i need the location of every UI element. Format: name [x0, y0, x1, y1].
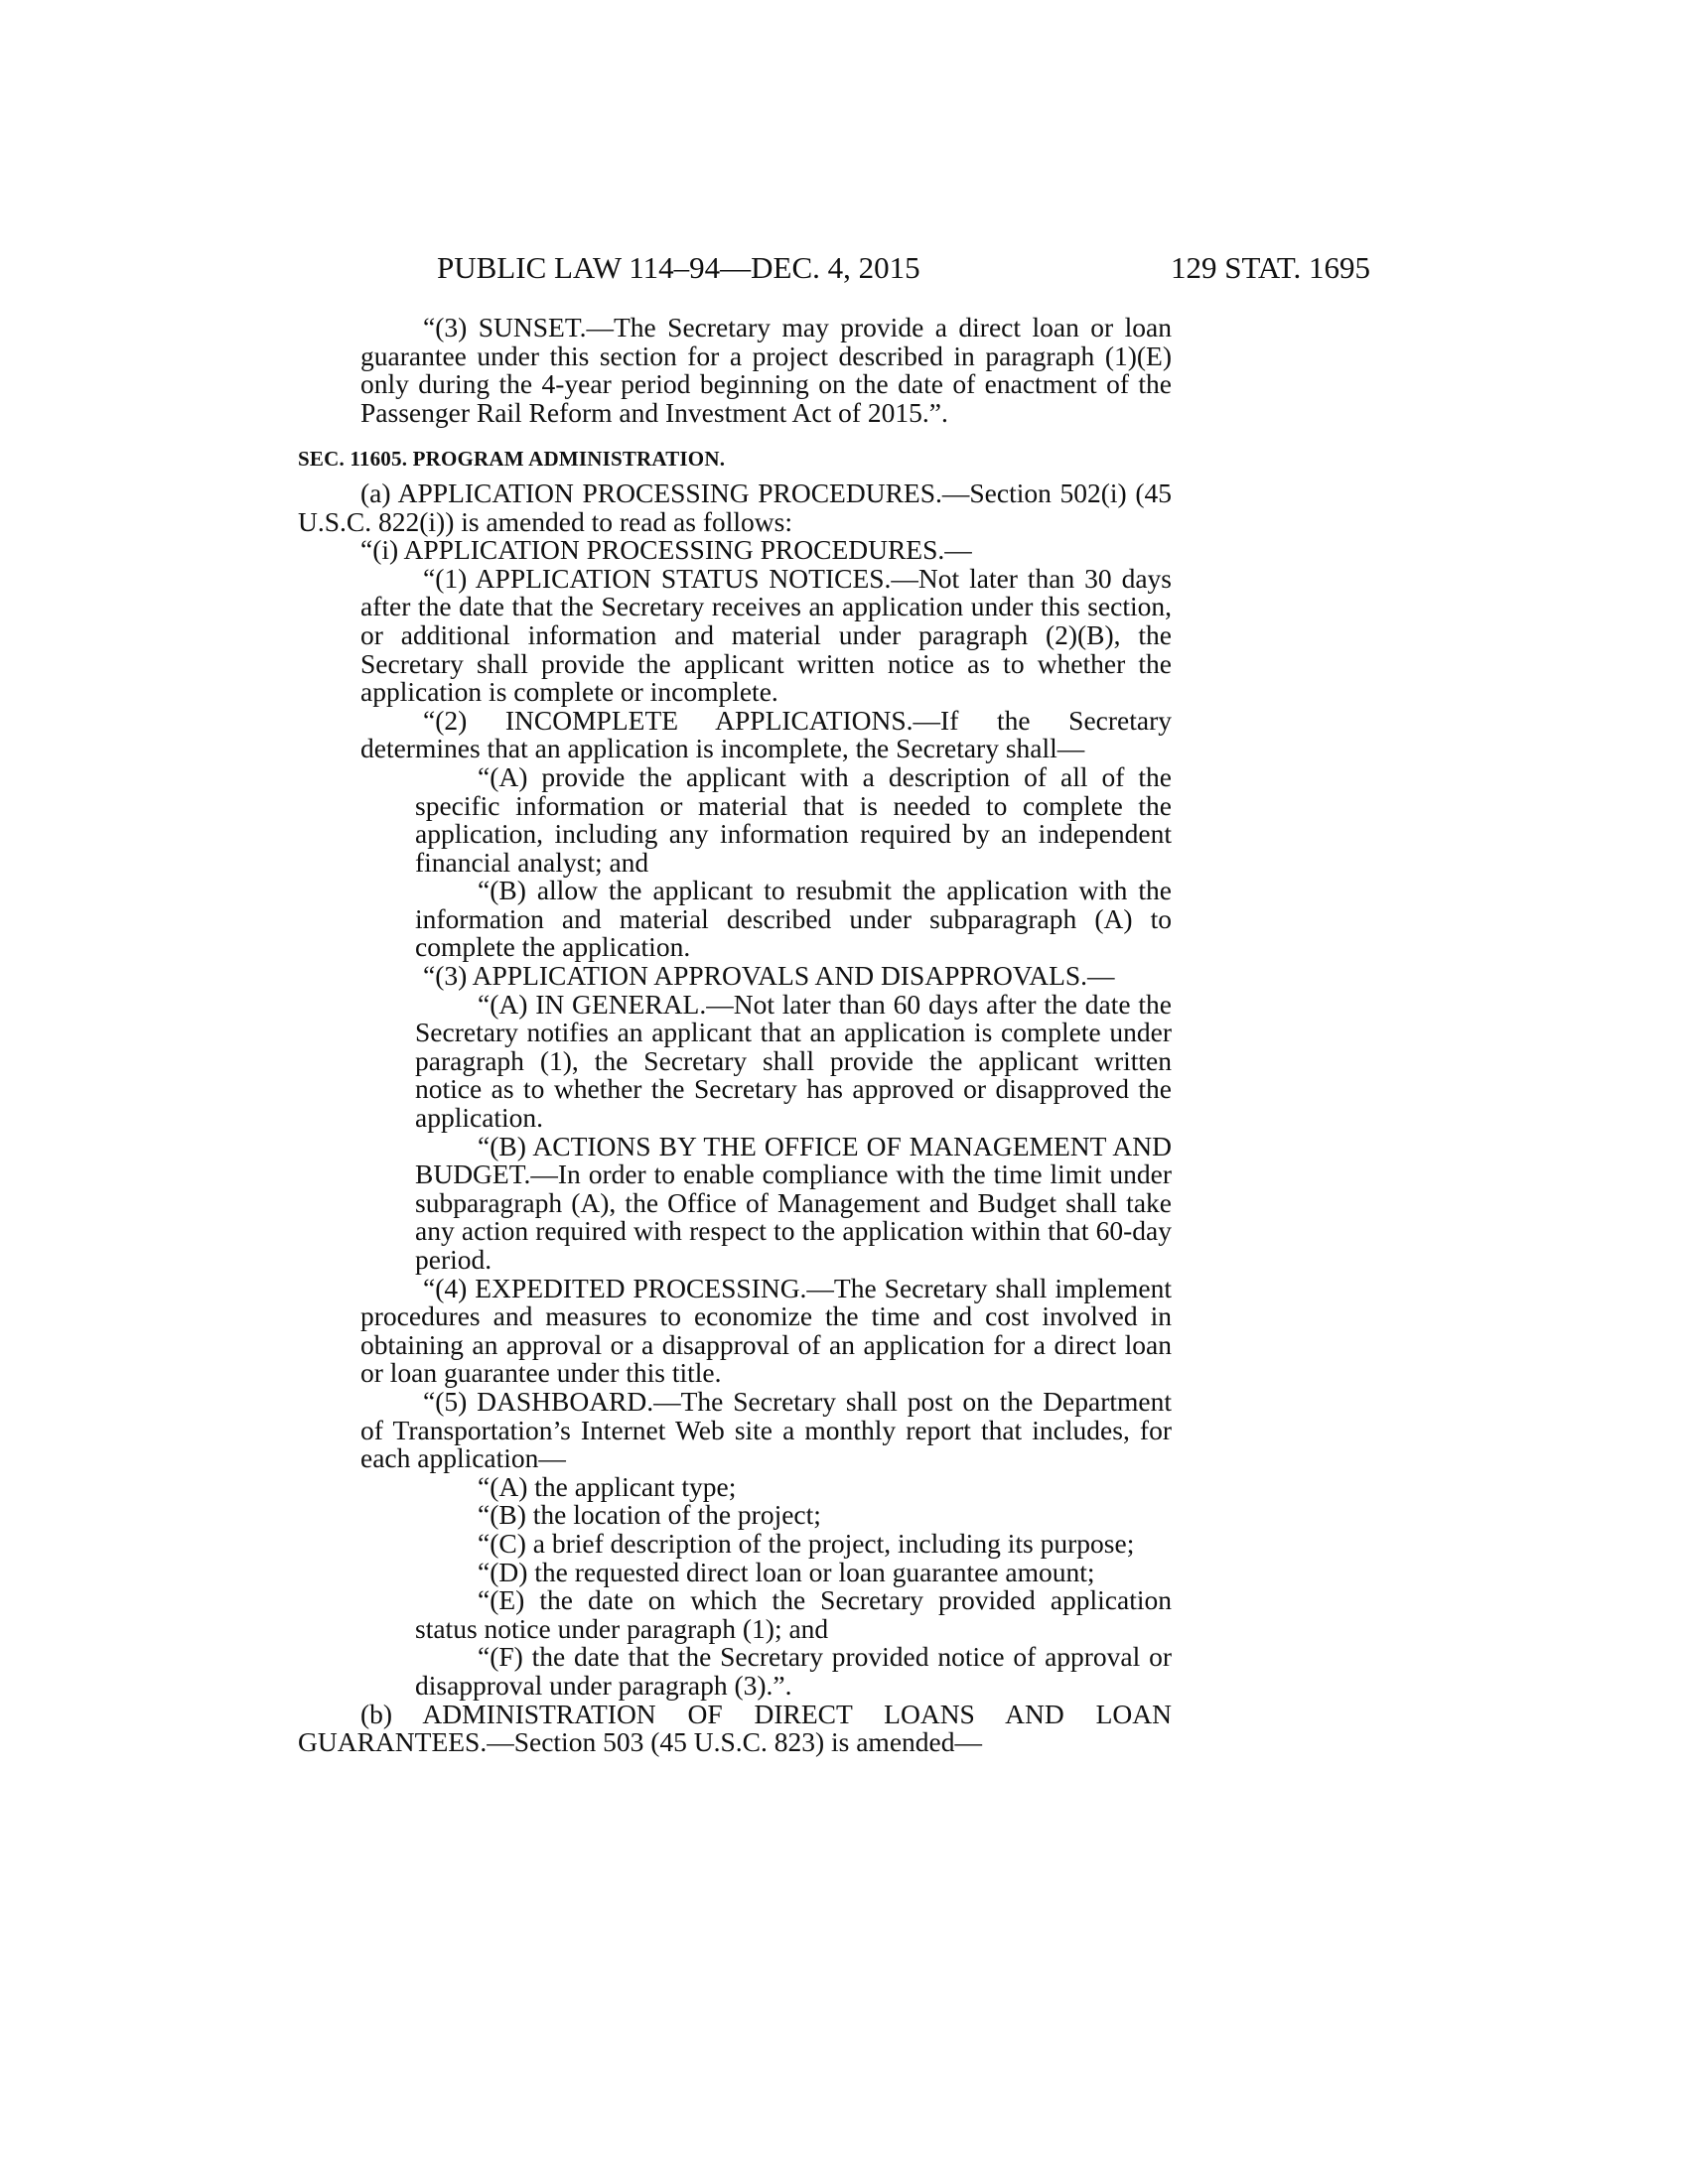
paragraph-subsection-a: (a) APPLICATION PROCESSING PROCEDURES.—Section 502(i) (45 U.S.C. 822(i)) is amended to read as follows: — [298, 477, 1172, 537]
paragraph-4-expedited: “(4) EXPEDITED PROCESSING.—The Secretary shall implement procedures and measures to economize the time and cost involved in obtaining an approval or a disapproval of an application for a direct loan or loan guarantee under this title. — [360, 1272, 1172, 1389]
paragraph-5b: “(B) the location of the project; — [478, 1499, 821, 1531]
document-body — [298, 314, 1172, 1757]
section-heading: SEC. 11605. PROGRAM ADMINISTRATION. — [298, 447, 726, 472]
paragraph-3b: “(B) ACTIONS BY THE OFFICE OF MANAGEMENT AND BUDGET.—In order to enable compliance with the time limit under subparagraph (A), the Office of Management and Budget shall take any action required with respect to the application within that 60-day period. — [415, 1130, 1172, 1275]
statute-page-number: 129 STAT. 1695 — [1170, 250, 1370, 285]
paragraph-i-heading: “(i) APPLICATION PROCESSING PROCEDURES.— — [360, 534, 972, 566]
paragraph-2b: “(B) allow the applicant to resubmit the application with the information and material described under subparagraph (A) to complete the application. — [415, 875, 1172, 963]
paragraph-2a: “(A) provide the applicant with a description of all of the specific information or material that is needed to complete the application, including any information required by an independent financial analyst; and — [415, 760, 1172, 878]
paragraph-5-dashboard: “(5) DASHBOARD.—The Secretary shall post on the Department of Transportation’s Internet Web site a monthly report that includes, for each application— — [360, 1385, 1172, 1474]
paragraph-sunset: “(3) SUNSET.—The Secretary may provide a direct loan or loan guarantee under this section for a project described in paragraph (1)(E) only during the 4-year period beginning on the date of enactment of the Passenger Rail Reform and Investment Act of 2015.”. — [360, 312, 1172, 428]
paragraph-5a: “(A) the applicant type; — [478, 1470, 737, 1502]
page-header — [298, 250, 1370, 290]
paragraph-5e: “(E) the date on which the Secretary provided application status notice under paragraph (1); and — [415, 1584, 1172, 1644]
header-title: PUBLIC LAW 114–94—DEC. 4, 2015 — [437, 250, 920, 285]
paragraph-5f: “(F) the date that the Secretary provided notice of approval or disapproval under paragraph (3).”. — [415, 1641, 1172, 1701]
paragraph-3a: “(A) IN GENERAL.—Not later than 60 days after the date the Secretary notifies an applicant that an application is complete under paragraph (1), the Secretary shall provide the applicant written notice as to whether the Secretary has approved or disapproved the application. — [415, 988, 1172, 1134]
paragraph-5d: “(D) the requested direct loan or loan guarantee amount; — [478, 1556, 1095, 1587]
paragraph-3-approvals: “(3) APPLICATION APPROVALS AND DISAPPROVALS.— — [423, 960, 1115, 992]
paragraph-1-status-notices: “(1) APPLICATION STATUS NOTICES.—Not later than 30 days after the date that the Secretary receives an application under this section, or additional information and material under paragraph (2)(B), the Secretary shall provide the applicant written notice as to whether the application is complete or incomplete. — [360, 562, 1172, 708]
paragraph-5c: “(C) a brief description of the project, including its purpose; — [478, 1527, 1135, 1559]
paragraph-subsection-b: (b) ADMINISTRATION OF DIRECT LOANS AND LOAN GUARANTEES.—Section 503 (45 U.S.C. 823) is amended— — [298, 1698, 1172, 1758]
paragraph-2-incomplete: “(2) INCOMPLETE APPLICATIONS.—If the Secretary determines that an application is incomplete, the Secretary shall— — [360, 704, 1172, 764]
